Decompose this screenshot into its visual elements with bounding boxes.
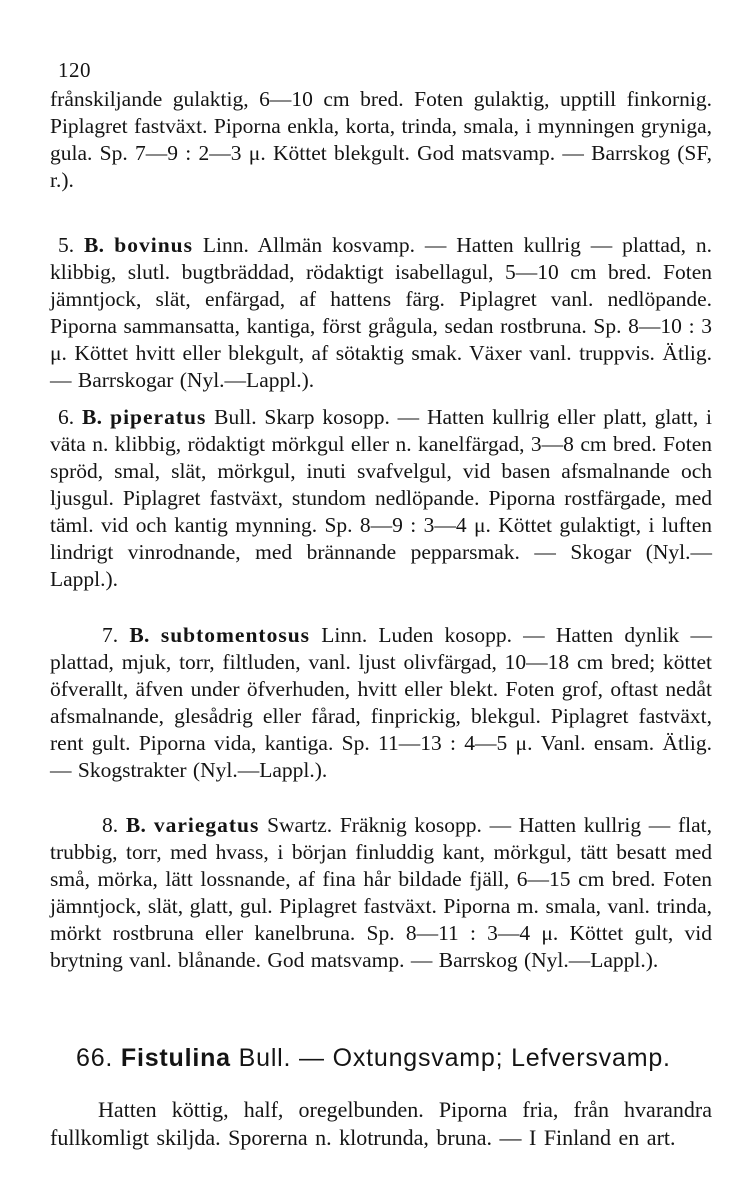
genus-section-common-names: — Oxtungsvamp; Lefversvamp. — [299, 1044, 671, 1072]
entry-number: 5. — [58, 233, 75, 257]
entry-genus: B. — [129, 623, 150, 647]
entry-number: 8. — [102, 813, 119, 837]
genus-section-heading — [76, 1044, 671, 1073]
genus-section-name: Fistulina — [120, 1044, 231, 1072]
species-entry-bovinus — [50, 232, 712, 394]
entry-text: Swartz. Fräknig kosopp. — Hatten kullrig — flat, trubbig, torr, med hvass, i början finluddig kant, mörkgul, tätt besatt med små, mörka, lätt lossnande, af fina hår bildade fjäll, 6—15 cm bred. Foten jämntjock, slät, glatt, gul. Piplagret fastväxt. Piporna m. smala, vanl. trinda, mörkt rostbruna eller kanelbruna. Sp. 8—11 : 3—4 μ. Köttet gult, vid brytning vanl. blånande. God matsvamp. — Barrskog (Nyl.—Lappl.). — [50, 813, 712, 972]
entry-genus: B. — [84, 233, 105, 257]
entry-text: Linn. Luden kosopp. — Hatten dynlik — plattad, mjuk, torr, filtluden, vanl. ljust olivfärgad, 10—18 cm bred; köttet öfverallt, äfven under öfverhuden, hvitt eller blekt. Foten grof, oftast nedåt afsmalnande, glesådrig eller fårad, finprickig, blekgul. Piplagret fastväxt, rent gult. Piporna vida, kantiga. Sp. 11—13 : 4—5 μ. Vanl. ensam. Ätlig. — Skogstrakter (Nyl.—Lappl.). — [50, 623, 712, 782]
genus-section-description: Hatten köttig, half, oregelbunden. Piporna fria, från hvarandra fullkomligt skiljda. Sporerna n. klotrunda, bruna. — I Finland en art. — [50, 1097, 712, 1150]
entry-text: Linn. Allmän kosvamp. — Hatten kullrig — plattad, n. klibbig, slutl. bugtbräddad, rödaktigt isabellagul, 5—10 cm bred. Foten jämntjock, slät, enfärgad, af hattens färg. Piplagret vanl. nedlöpande. Piporna sammansatta, kantiga, först grågula, sedan rostbruna. Sp. 8—10 : 3 μ. Köttet hvitt eller blekgult, af sötaktig smak. Växer vanl. truppvis. Ätlig. — Barrskogar (Nyl.—Lappl.). — [50, 233, 713, 392]
species-entry-subtomentosus — [50, 622, 712, 784]
entry-number: 7. — [102, 623, 119, 647]
entry-text: Bull. Skarp kosopp. — Hatten kullrig eller platt, glatt, i väta n. klibbig, rödaktigt mörkgul eller n. kanelfärgad, 3—8 cm bred. Foten spröd, smal, slät, mörkgul, inuti svafvelgul, vid basen afsmalnande och ljusgul. Piplagret fastväxt, stundom nedlöpande. Piporna rostfärgade, med täml. vid och kantig mynning. Sp. 8—9 : 3—4 μ. Köttet gulaktigt, i luften lindrigt vinrodnande, med brännande pepparsmak. — Skogar (Nyl.—Lappl.). — [50, 405, 713, 591]
entry-number: 6. — [58, 405, 75, 429]
entry-genus: B. — [125, 813, 147, 837]
entry-epithet: subtomentosus — [160, 623, 311, 647]
genus-section-number: 66. — [76, 1044, 114, 1072]
entry-epithet: bovinus — [114, 233, 193, 257]
species-entry-piperatus — [50, 404, 712, 593]
entry-genus: B. — [81, 405, 103, 429]
page-number: 120 — [58, 58, 91, 82]
intro-paragraph — [50, 86, 712, 194]
entry-epithet: piperatus — [110, 405, 207, 429]
entry-epithet: variegatus — [153, 813, 260, 837]
species-entry-variegatus — [50, 812, 712, 974]
intro-text: frånskiljande gulaktig, 6—10 cm bred. Foten gulaktig, upptill finkornig. Piplagret fastväxt. Piporna enkla, korta, trinda, smala, i mynningen gryniga, gula. Sp. 7—9 : 2—3 μ. Köttet blekgult. God matsvamp. — Barrskog (SF, r.). — [50, 87, 712, 192]
genus-section-authority: Bull. — [238, 1044, 292, 1072]
